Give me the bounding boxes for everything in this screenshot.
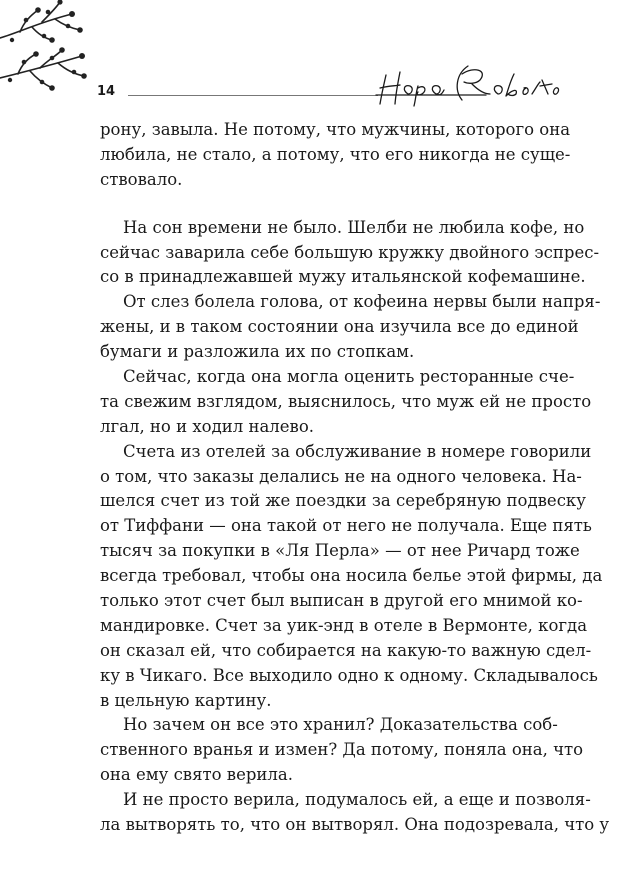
text-line: Сейчас, когда она могла оценить ресторанные сче- — [123, 367, 575, 387]
author-signature-logo — [376, 60, 561, 110]
paragraph — [100, 788, 610, 838]
text-line: жены, и в таком состоянии она изучила все до единой — [100, 317, 579, 337]
text-line: И не просто верила, подумалось ей, а еще и позволя- — [123, 790, 591, 810]
text-line: она ему свято верила. — [100, 765, 293, 785]
text-line: ку в Чикаго. Все выходило одно к одному. Складывалось — [100, 665, 598, 685]
text-line: в цельную картину. — [100, 690, 272, 710]
text-line: любила, не стало, а потому, что его никогда не суще- — [100, 144, 571, 164]
text-line: всегда требовал, чтобы она носила белье этой фирмы, да — [100, 566, 603, 586]
text-line: лгал, но и ходил налево. — [100, 416, 315, 436]
text-line: он сказал ей, что собирается на какую-то важную сдел- — [100, 640, 592, 660]
branch-ornament-icon — [0, 0, 95, 100]
text-line: рону, завыла. Не потому, что мужчины, которого она — [100, 120, 571, 139]
text-line: только этот счет был выписан в другой его мнимой ко- — [100, 591, 583, 611]
text-line: На сон времени не было. Шелби не любила кофе, но — [123, 217, 585, 237]
text-line: от Тиффани — она такой от него не получала. Еще пять — [100, 516, 592, 536]
text-line: От слез болела голова, от кофеина нервы были напря- — [123, 292, 601, 312]
text-line: шелся счет из той же поездки за серебряную подвеску — [100, 491, 586, 511]
text-line: Счета из отелей за обслуживание в номере говорили — [123, 441, 592, 461]
page-number: 14 — [97, 84, 116, 99]
text-line: ла вытворять то, что он вытворял. Она подозревала, что у — [100, 815, 610, 835]
text-line: тысяч за покупки в «Ля Перла» — от нее Ричард тоже — [100, 541, 580, 561]
paragraph-gap — [100, 193, 557, 216]
paragraph — [100, 118, 571, 193]
paragraph — [100, 216, 600, 291]
text-line: со в принадлежавшей мужу итальянской кофемашине. — [100, 267, 586, 287]
text-line: Но зачем он все это хранил? Доказательства соб- — [123, 715, 558, 735]
text-line: бумаги и разложила их по стопкам. — [100, 342, 415, 362]
text-line: мандировке. Счет за уик-энд в отеле в Вермонте, когда — [100, 615, 588, 635]
paragraph — [100, 440, 603, 714]
header-rule — [128, 95, 378, 96]
text-line: о том, что заказы делались не на одного человека. На- — [100, 466, 582, 486]
main-text — [100, 118, 610, 838]
paragraph — [100, 713, 584, 788]
paragraph — [100, 290, 601, 365]
paragraph — [100, 365, 592, 440]
text-line: ственного вранья и измен? Да потому, поняла она, что — [100, 740, 584, 760]
text-line: ствовало. — [100, 169, 183, 189]
text-line: та свежим взглядом, выяснилось, что муж ей не просто — [100, 391, 592, 411]
text-line: сейчас заварила себе большую кружку двойного эспрес- — [100, 242, 600, 262]
